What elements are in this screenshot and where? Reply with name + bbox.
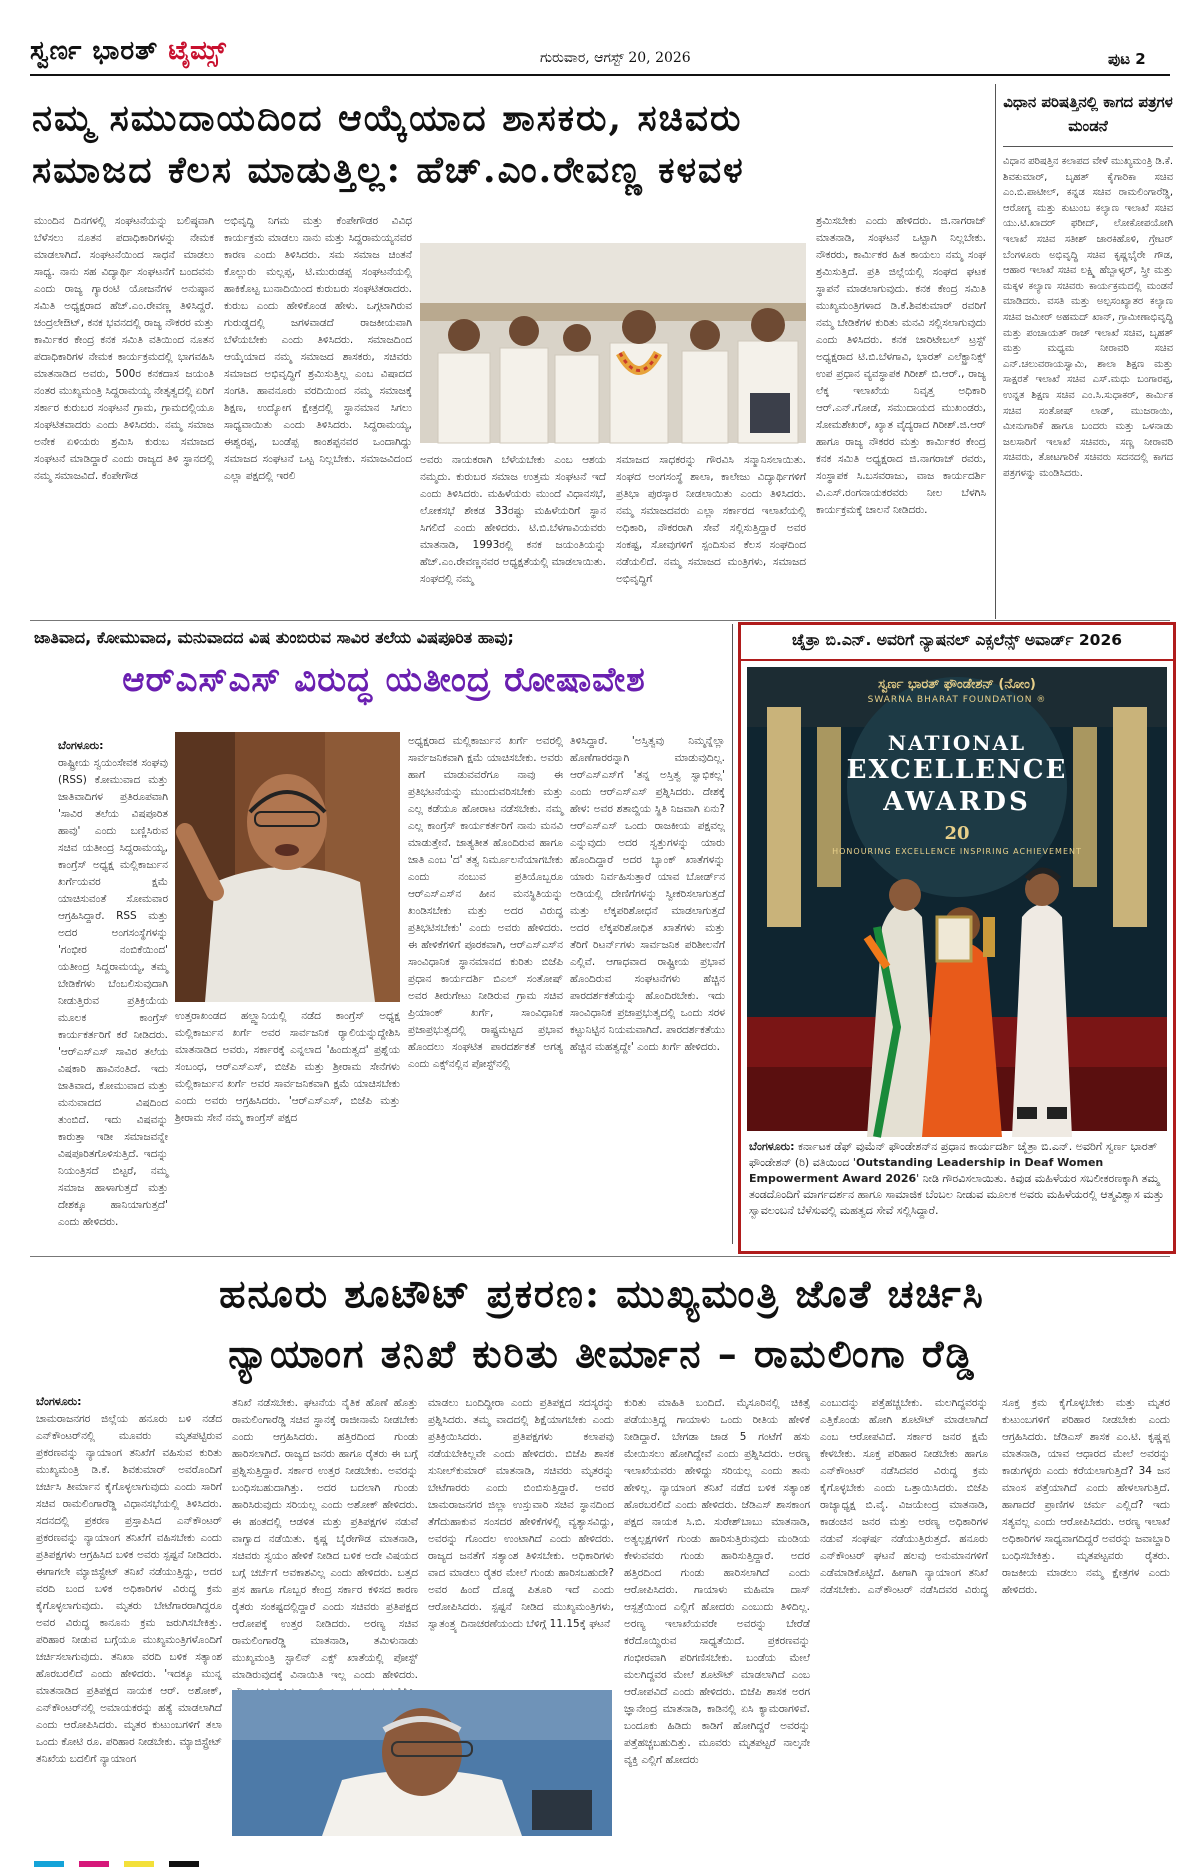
banner-year: 20	[944, 823, 970, 844]
story3-headline: ಹನೂರು ಶೂಟೌಟ್ ಪ್ರಕರಣ: ಮುಖ್ಯಮಂತ್ರಿ ಜೊತೆ ಚರ್ಚಿಸಿ ನ್ಯಾಯಾಂಗ ತನಿಖೆ ಕುರಿತು ತೀರ್ಮಾನ – ರಾಮಲಿಂಗಾ ರೆಡ್ಡಿ	[219, 1271, 985, 1376]
section-rule	[30, 1256, 1170, 1257]
story3-column-2: ತನಿಖೆ ನಡೆಸಬೇಕು. ಘಟನೆಯ ನೈತಿಕ ಹೊಣೆ ಹೊತ್ತು ರಾಮಲಿಂಗಾರೆಡ್ಡಿ ಸಚಿವ ಸ್ಥಾನಕ್ಕೆ ರಾಜೀನಾಮೆ ನೀಡಬೇಕು ಎಂದು ಆಗ್ರಹಿಸಿದರು. ಹತ್ತಿರದಿಂದ ಗುಂಡು ಹಾರಿಸಲಾಗಿದೆ. ರಾಜ್ಯದ ಜನರು ಹಾಗೂ ರೈತರು ಈ ಬಗ್ಗೆ ಪ್ರಶ್ನಿಸುತ್ತಿದ್ದಾರೆ. ಸರ್ಕಾರ ಉತ್ತರ ನೀಡಬೇಕು. ಅವರನ್ನು ಬಂಧಿಸಬಹುದಾಗಿತ್ತು. ಅದರ ಬದಲಾಗಿ ಗುಂಡು ಹಾರಿಸಿರುವುದು ಸರಿಯಲ್ಲ ಎಂದು ಅಶೋಕ್ ಹೇಳಿದರು. ಈ ಹಂತದಲ್ಲಿ ಆಡಳಿತ ಮತ್ತು ಪ್ರತಿಪಕ್ಷಗಳ ನಡುವೆ ವಾಗ್ವಾದ ನಡೆಯಿತು. ಕೃಷ್ಣ ಬೈರೇಗೌಡ ಮಾತನಾಡಿ, ಸಚಿವರು ಸ್ವಯಂ ಹೇಳಿಕೆ ನೀಡಿದ ಬಳಿಕ ಅದೇ ವಿಷಯದ ಬಗ್ಗೆ ಚರ್ಚೆಗೆ ಅವಕಾಶವಿಲ್ಲ ಎಂದು ಹೇಳಿದರು. ಬತ್ತದ ಪ್ರಸ ಹಾಗೂ ಗೊಬ್ಬರ ಕೇಂದ್ರ ಸರ್ಕಾರ ಕಳಿಸದ ಕಾರಣ ರೈತರು ಸಂಕಷ್ಟದಲ್ಲಿದ್ದಾರೆ ಎಂದು ಸಚಿವರು ಪ್ರತಿಪಕ್ಷದ ಆರೋಪಕ್ಕೆ ಉತ್ತರ ನೀಡಿದರು. ಅರಣ್ಯ ಸಚಿವ ರಾಮಲಿಂಗಾರೆಡ್ಡಿ ಮಾತನಾಡಿ, ತಮಿಳುನಾಡು ಮುಖ್ಯಮಂತ್ರಿ ಸ್ಟಾಲಿನ್ ಎಕ್ಸ್ ಖಾತೆಯಲ್ಲಿ ಪೋಸ್ಟ್ ಮಾಡಿರುವುದಕ್ಕೆ ವಿನಾಯಿತಿ ಇಲ್ಲ ಎಂದು ಹೇಳಿದರು.	[232, 1397, 418, 1681]
print-registration-marks	[34, 1852, 214, 1871]
story2-column-2: ಉತ್ತರಾಖಂಡದ ಹಲ್ದ್ವಾನಿಯಲ್ಲಿ ನಡೆದ ಕಾಂಗ್ರೆಸ್ ಅಧ್ಯಕ್ಷ ಮಲ್ಲಿಕಾರ್ಜುನ ಖರ್ಗೆ ಅವರ ಸಾರ್ವಜನಿಕ ರ‍್ಯಾಲಿಯನ್ನುದ್ದೇಶಿಸಿ ಮಾತನಾಡಿದ ಅವರು, ಸರ್ಕಾರಕ್ಕೆ ಎನ್ನಲಾದ 'ಹಿಂದುತ್ವದ' ಪ್ರಶ್ನೆಯ ಸಂಬಂಧ, ಆರ್‌ಎಸ್‌ಎಸ್, ಬಿಜೆಪಿ ಮತ್ತು ಶ್ರೀರಾಮ ಸೇನೆಗಳು ಮಲ್ಲಿಕಾರ್ಜುನ ಖರ್ಗೆ ಅವರ ಸಾರ್ವಜನಿಕವಾಗಿ ಕ್ಷಮೆ ಯಾಚಿಸಬೇಕು ಎಂದು ಅವರು ಆಗ್ರಹಿಸಿದರು. 'ಆರ್‌ಎಸ್‌ಎಸ್, ಬಿಜೆಪಿ ಮತ್ತು ಶ್ರೀರಾಮ ಸೇನೆ ನಮ್ಮ ಕಾಂಗ್ರೆಸ್ ಪಕ್ಷದ	[175, 1010, 400, 1124]
story1-column-5: ಶ್ರಮಿಸಬೇಕು ಎಂದು ಹೇಳಿದರು. ಜಿ.ನಾಗರಾಜ್ ಮಾತನಾಡಿ, ಸಂಘಟನೆ ಒಟ್ಟಾಗಿ ನಿಲ್ಲಬೇಕು. ನೌಕರರು, ಕಾರ್ಮಿಕರ ಹಿತ ಕಾಯಲು ನಮ್ಮ ಸಂಘ ಶ್ರಮಿಸುತ್ತಿದೆ. ಪ್ರತಿ ಜಿಲ್ಲೆಯಲ್ಲಿ ಸಂಘದ ಘಟಕ ಸ್ಥಾಪನೆ ಮಾಡಲಾಗುವುದು. ಕನಕ ಕೇಂದ್ರ ಸಮಿತಿ ಮುಖ್ಯಮಂತ್ರಿಗಳಾದ ಡಿ.ಕೆ.ಶಿವಕುಮಾರ್ ರವರಿಗೆ ನಮ್ಮ ಬೇಡಿಕೆಗಳ ಕುರಿತು ಮನವಿ ಸಲ್ಲಿಸಲಾಗುವುದು ಎಂದು ತಿಳಿಸಿದರು. ಕನಕ ಚಾರಿಟೇಬಲ್ ಟ್ರಸ್ಟ್ ಅಧ್ಯಕ್ಷರಾದ ಟಿ.ಬಿ.ಬೆಳಗಾವಿ, ಭಾರತ್ ಎಲೆಕ್ಟ್ರಾನಿಕ್ಸ್ ಉಪ ಪ್ರಧಾನ ವ್ಯವಸ್ಥಾಪಕ ಗಿರೀಶ್ ಬಿ.ಆರ್., ರಾಜ್ಯ ಲೆಕ್ಕ ಇಲಾಖೆಯ ನಿವೃತ್ತ ಅಧಿಕಾರಿ ಆರ್.ಎನ್.ಗೋಡೆ, ಸಮುದಾಯದ ಮುಖಂಡರು, ಸೋಮಶೇಖರ್, ಖ್ಯಾತ ವೈದ್ಯರಾದ ಗಿರೀಶ್.ಜಿ.ಆರ್ ಹಾಗೂ ರಾಜ್ಯ ನೌಕರರ ಮತ್ತು ಕಾರ್ಮಿಕರ ಕೇಂದ್ರ ಕನಕ ಸಮಿತಿ ಅಧ್ಯಕ್ಷರಾದ ಜಿ.ನಾಗರಾಜ್ ರವರು, ಸಂಸ್ಥಾಪಕ ಸಿ.ಬಸವರಾಜು, ವಾಜ ಕಾರ್ಯದರ್ಶಿ ವಿ.ಎಸ್.ರಂಗನಾಯಕರವರು ನೀಲ ಬೆಳಗಿಸಿ ಕಾರ್ಯಕ್ರಮಕ್ಕೆ ಚಾಲನೆ ನೀಡಿದರು.	[816, 215, 986, 516]
story2-headline: ಆರ್‌ಎಸ್‌ಎಸ್ ವಿರುದ್ಧ ಯತೀಂದ್ರ ರೋಷಾವೇಶ	[122, 660, 646, 700]
page-number: ಪುಟ 2	[1108, 50, 1146, 68]
award-caption-text-b: ' ನೀಡಿ ಗೌರವಿಸಲಾಯಿತು. ಕಿವುಡ ಮಹಿಳೆಯರ ಸಬಲೀಕರಣಕ್ಕಾಗಿ ತಮ್ಮ ತಂಡದೊಂದಿಗೆ ಮಾರ್ಗದರ್ಶನ ಹಾಗೂ ಸಾಮಾಜಿಕ ಬೆಂಬಲ ನೀಡುವ ಮೂಲಕ ಅವರು ಮಹಿಳೆಯರಲ್ಲಿ ಆತ್ಮವಿಶ್ವಾಸ ಮತ್ತು ಸ್ವಾವಲಂಬನೆ ಬೆಳೆಸುವಲ್ಲಿ ಮಹತ್ವದ ಸೇವೆ ಸಲ್ಲಿಸಿದ್ದಾರೆ.	[749, 1172, 1164, 1217]
story3-column-3: ಮಾಡಲು ಬಂದಿದ್ದೀರಾ ಎಂದು ಪ್ರತಿಪಕ್ಷದ ಸದಸ್ಯರನ್ನು ಪ್ರಶ್ನಿಸಿದರು. ತಮ್ಮ ವಾದದಲ್ಲಿ ಶಿಕ್ಷೆಯಾಗಬೇಕು ಎಂದು ಪ್ರತಿಕ್ರಿಯಿಸಿದರು. ಪ್ರತಿಪಕ್ಷಗಳು ಕಲಾಪವು ನಡೆಯಬೇಕಿಲ್ಲವೇ ಎಂದು ಹೇಳಿದರು. ಬಿಜೆಪಿ ಶಾಸಕ ಸುನೀಲ್‌ಕುಮಾರ್ ಮಾತನಾಡಿ, ಸಚಿವರು ಮೃತರನ್ನು ಬೇಟೆಗಾರರು ಎಂದು ಬಿಂಬಿಸುತ್ತಿದ್ದಾರೆ. ಅವರ ಚಾಮರಾಜನಗರ ಜಿಲ್ಲಾ ಉಸ್ತುವಾರಿ ಸಚಿವ ಸ್ಥಾನದಿಂದ ತೆಗೆದುಹಾಕುವ ಸಂಸದರ ಹೇಳಿಕೆಗಳಲ್ಲಿ ವ್ಯತ್ಯಾಸವಿದ್ದು, ಅವರನ್ನು ಗೊಂದಲ ಉಂಟಾಗಿದೆ ಎಂದು ಹೇಳಿದರು. ರಾಜ್ಯದ ಜನತೆಗೆ ಸತ್ಯಾಂಶ ತಿಳಿಸಬೇಕು. ಅಧಿಕಾರಿಗಳು ವಾದ ಮಾಡಲು ರೈತರ ಮೇಲೆ ಗುಂಡು ಹಾರಿಸಬಹುದೇ? ಅವರ ಹಿಂದೆ ದೊಡ್ಡ ಪಿತೂರಿ ಇದೆ ಎಂದು ಆರೋಪಿಸಿದರು. ಸ್ಪಷ್ಟನೆ ನೀಡಿದ ಮುಖ್ಯಮಂತ್ರಿಗಳು, ಸ್ವಾತಂತ್ರ್ಯ ದಿನಾಚರಣೆಯಂದು ಬೆಳಿಗ್ಗೆ 11.15ಕ್ಕೆ ಘಟನೆ	[428, 1397, 614, 1630]
story2-kicker: ಜಾತಿವಾದ, ಕೋಮುವಾದ, ಮನುವಾದದ ವಿಷ ತುಂಬಿರುವ ಸಾವಿರ ತಲೆಯ ವಿಷಪೂರಿತ ಹಾವು;	[34, 628, 514, 647]
newspaper-logo: ಸ್ವರ್ಣ ಭಾರತ್ ಟೈಮ್ಸ್	[30, 36, 227, 66]
magenta-swatch	[79, 1861, 109, 1867]
banner-title-awards: AWARDS	[883, 787, 1031, 817]
award-caption-dateline: ಬೆಂಗಳೂರು:	[749, 1140, 795, 1153]
section-rule	[30, 620, 1170, 621]
award-caption	[749, 1139, 1165, 1245]
yathindra-photo	[175, 732, 400, 1002]
column-divider	[732, 624, 733, 1244]
story2-column-1: ರಾಷ್ಟ್ರೀಯ ಸ್ವಯಂಸೇವಕ ಸಂಘವು (RSS) ಕೋಮುವಾದ ಮತ್ತು ಜಾತಿವಾದಿಗಳ ಪ್ರತಿರೂಪವಾಗಿ 'ಸಾವಿರ ತಲೆಯ ವಿಷಪೂರಿತ ಹಾವು' ಎಂದು ಬಣ್ಣಿಸಿರುವ ಸಚಿವ ಯತೀಂದ್ರ ಸಿದ್ದರಾಮಯ್ಯ, ಕಾಂಗ್ರೆಸ್ ಅಧ್ಯಕ್ಷ ಮಲ್ಲಿಕಾರ್ಜುನ ಖರ್ಗೆಯವರ ಕ್ಷಮೆ ಯಾಚಿಸುವಂತೆ ಸೋಮವಾರ ಆಗ್ರಹಿಸಿದ್ದಾರೆ. RSS ಮತ್ತು ಅದರ ಅಂಗಸಂಸ್ಥೆಗಳನ್ನು 'ಗಂಭೀರ ನಂಬಿಕೆಯಿಂದ' ಯತೀಂದ್ರ ಸಿದ್ದರಾಮಯ್ಯ, ತಮ್ಮ ಬೇಡಿಕೆಗಳು ಬೆಂಬಲಿಸುವುದಾಗಿ ನೀಡುತ್ತಿರುವ ಪ್ರತಿಕ್ರಿಯೆಯ ಮೂಲಕ ಕಾಂಗ್ರೆಸ್ ಕಾರ್ಯಕರ್ತರಿಗೆ ಕರೆ ನೀಡಿದರು. 'ಆರ್‌ಎಸ್‌ಎಸ್ ಸಾವಿರ ತಲೆಯ ವಿಷಕಾರಿ ಹಾವಿನಂತಿದೆ. ಇದು ಜಾತಿವಾದ, ಕೋಮುವಾದ ಮತ್ತು ಮನುವಾದದ ವಿಷದಿಂದ ತುಂಬಿದೆ. ಇದು ವಿಷವನ್ನು ಕಾರುತ್ತಾ ಇಡೀ ಸಮಾಜವನ್ನೇ ವಿಷಪೂರಿತಗೊಳಿಸುತ್ತಿದೆ. ಇದನ್ನು ನಿಯಂತ್ರಿಸದೆ ಬಿಟ್ಟರೆ, ನಮ್ಮ ಸಮಾಜ ಹಾಳಾಗುತ್ತದೆ ಮತ್ತು ದೇಶಕ್ಕೂ ಹಾನಿಯಾಗುತ್ತದೆ' ಎಂದು ಹೇಳಿದರು.	[58, 757, 168, 1228]
issue-date: ಗುರುವಾರ, ಆಗಸ್ಟ್ 20, 2026	[540, 50, 691, 66]
story3-dateline: ಬೆಂಗಳೂರು:	[36, 1395, 82, 1408]
sidebar-body: ವಿಧಾನ ಪರಿಷತ್ತಿನ ಕಲಾಪದ ವೇಳೆ ಮುಖ್ಯಮಂತ್ರಿ ಡಿ.ಕೆ. ಶಿವಕುಮಾರ್, ಬೃಹತ್ ಕೈಗಾರಿಕಾ ಸಚಿವ ಎಂ.ಬಿ.ಪಾಟೀಲ್, ಕನ್ನಡ ಸಚಿವ ರಾಮಲಿಂಗಾರೆಡ್ಡಿ, ಆರೋಗ್ಯ ಮತ್ತು ಕುಟುಂಬ ಕಲ್ಯಾಣ ಇಲಾಖೆ ಸಚಿವ ಯು.ಟಿ.ಖಾದರ್ ಫರೀದ್, ಲೋಕೋಪಯೋಗಿ ಇಲಾಖೆ ಸಚಿವ ಸತೀಶ್ ಜಾರಕಿಹೊಳಿ, ಗ್ರೇಟರ್ ಬೆಂಗಳೂರು ಅಭಿವೃದ್ಧಿ ಸಚಿವ ಕೃಷ್ಣಭೈರೇ ಗೌಡ, ಆಹಾರ ಇಲಾಖೆ ಸಚಿವ ಲಕ್ಷ್ಮಿ ಹೆಬ್ಬಾಳ್ಕರ್, ಸ್ತ್ರೀ ಮತ್ತು ಮಕ್ಕಳ ಕಲ್ಯಾಣ ಸಚಿವರು ಕಾರ್ಯಕ್ರಮದಲ್ಲಿ ಮಂಡನೆ ಮಾಡಿದರು. ವಸತಿ ಮತ್ತು ಅಲ್ಪಸಂಖ್ಯಾತರ ಕಲ್ಯಾಣ ಸಚಿವ ಜಮೀರ್ ಅಹಮದ್ ಖಾನ್, ಗ್ರಾಮೀಣಾಭಿವೃದ್ಧಿ ಮತ್ತು ಪಂಚಾಯತ್ ರಾಜ್ ಇಲಾಖೆ ಸಚಿವ, ಬೃಹತ್ ಮತ್ತು ಮಧ್ಯಮ ನೀರಾವರಿ ಸಚಿವ ಎನ್.ಚಲುವರಾಯಸ್ವಾಮಿ, ಶಾಲಾ ಶಿಕ್ಷಣ ಮತ್ತು ಸಾಕ್ಷರತೆ ಇಲಾಖೆ ಸಚಿವ ಎಸ್.ಮಧು ಬಂಗಾರಪ್ಪ, ಉನ್ನತ ಶಿಕ್ಷಣ ಸಚಿವ ಎಂ.ಸಿ.ಸುಧಾಕರ್, ಕಾರ್ಮಿಕ ಸಚಿವ ಸಂತೋಷ್ ಲಾಡ್, ಮುಜರಾಯಿ, ಮೀನುಗಾರಿಕೆ ಹಾಗೂ ಬಂದರು ಮತ್ತು ಒಳನಾಡು ಜಲಸಾರಿಗೆ ಇಲಾಖೆ ಸಚಿವರು, ಸಣ್ಣ ನೀರಾವರಿ ಸಚಿವರು, ತೋಟಗಾರಿಕೆ ಸಚಿವರು ಸದನದಲ್ಲಿ ಕಾಗದ ಪತ್ರಗಳನ್ನು ಮಂಡಿಸಿದರು.	[1003, 156, 1173, 479]
story2-dateline: ಬೆಂಗಳೂರು:	[58, 739, 104, 752]
story3-column-1: ಚಾಮರಾಜನಗರ ಜಿಲ್ಲೆಯ ಹನೂರು ಬಳಿ ನಡೆದ ಎನ್‌ಕೌಂಟರ್‌ನಲ್ಲಿ ಮೂವರು ಮೃತಪಟ್ಟಿರುವ ಪ್ರಕರಣವನ್ನು ನ್ಯಾಯಾಂಗ ತನಿಖೆಗೆ ವಹಿಸುವ ಕುರಿತು ಮುಖ್ಯಮಂತ್ರಿ ಡಿ.ಕೆ. ಶಿವಕುಮಾರ್ ಅವರೊಂದಿಗೆ ಚರ್ಚಿಸಿ ತೀರ್ಮಾನ ಕೈಗೊಳ್ಳಲಾಗುವುದು ಎಂದು ಸಾರಿಗೆ ಸಚಿವ ರಾಮಲಿಂಗಾರೆಡ್ಡಿ ವಿಧಾನಸಭೆಯಲ್ಲಿ ತಿಳಿಸಿದರು. ಸದನದಲ್ಲಿ ಪ್ರಕರಣ ಪ್ರಸ್ತಾಪಿಸಿದ ಎನ್‌ಕೌಂಟರ್ ಪ್ರಕರಣವನ್ನು ನ್ಯಾಯಾಂಗ ತನಿಖೆಗೆ ವಹಿಸಬೇಕು ಎಂದು ಪ್ರತಿಪಕ್ಷಗಳು ಆಗ್ರಹಿಸಿದ ಬಳಿಕ ಅವರು ಸ್ಪಷ್ಟನೆ ನೀಡಿದರು. ಈಗಾಗಲೇ ಮ್ಯಾಜಿಸ್ಟ್ರೇಟ್ ತನಿಖೆ ನಡೆಯುತ್ತಿದ್ದು, ಅದರ ವರದಿ ಬಂದ ಬಳಿಕ ಅಧಿಕಾರಿಗಳ ವಿರುದ್ಧ ಕ್ರಮ ಕೈಗೊಳ್ಳಲಾಗುವುದು. ಮೃತರು ಬೇಟೆಗಾರರಾಗಿದ್ದರೂ ಅವರ ವಿರುದ್ಧ ಕಾನೂನು ಕ್ರಮ ಜರುಗಿಸಬೇಕಿತ್ತು. ಪರಿಹಾರ ನೀಡುವ ಬಗ್ಗೆಯೂ ಮುಖ್ಯಮಂತ್ರಿಗಳೊಂದಿಗೆ ಚರ್ಚಿಸಲಾಗುವುದು. ತನಿಖಾ ವರದಿ ಬಳಿಕ ಸತ್ಯಾಂಶ ಹೊರಬರಲಿದೆ ಎಂದು ಹೇಳಿದರು. 'ಇದಕ್ಕೂ ಮುನ್ನ ಮಾತನಾಡಿದ ಪ್ರತಿಪಕ್ಷದ ನಾಯಕ ಆರ್. ಅಶೋಕ್, ಎನ್‌ಕೌಂಟರ್‌ನಲ್ಲಿ ಅಮಾಯಕರನ್ನು ಹತ್ಯೆ ಮಾಡಲಾಗಿದೆ ಎಂದು ಆರೋಪಿಸಿದರು. ಮೃತರ ಕುಟುಂಬಗಳಿಗೆ ತಲಾ ಒಂದು ಕೋಟಿ ರೂ. ಪರಿಹಾರ ನೀಡಬೇಕು. ಮ್ಯಾಜಿಸ್ಟ್ರೇಟ್ ತನಿಖೆಯ ಬದಲಿಗೆ ನ್ಯಾಯಾಂಗ	[36, 1413, 222, 1765]
story1-photo	[420, 243, 806, 443]
award-headline: ಚೈತ್ರಾ ಬಿ.ಎನ್. ಅವರಿಗೆ ನ್ಯಾಷನಲ್ ಎಕ್ಸಲೆನ್ಸ್ ಅವಾರ್ಡ್ 2026	[791, 631, 1123, 649]
sidebar-headline: ವಿಧಾನ ಪರಿಷತ್ತಿನಲ್ಲಿ ಕಾಗದ ಪತ್ರಗಳ ಮಂಡನೆ	[1003, 93, 1173, 135]
column-divider	[995, 84, 996, 619]
story1-column-4: ಸಮಾಜದ ಸಾಧಕರನ್ನು ಗೌರವಿಸಿ ಸನ್ಮಾನಿಸಲಾಯಿತು. ಸಂಘದ ಅಂಗಸಂಸ್ಥೆ ಶಾಲಾ, ಕಾಲೇಜು ವಿದ್ಯಾರ್ಥಿಗಳಿಗೆ ಪ್ರತಿಭಾ ಪುರಸ್ಕಾರ ನೀಡಲಾಯಿತು ಎಂದು ತಿಳಿಸಿದರು. ನಮ್ಮ ಸಮಾಜದವರು ಎಲ್ಲಾ ಸರ್ಕಾರದ ಇಲಾಖೆಯಲ್ಲಿ ಅಧಿಕಾರಿ, ನೌಕರರಾಗಿ ಸೇವೆ ಸಲ್ಲಿಸುತ್ತಿದ್ದಾರೆ ಅವರ ಸಂಕಷ್ಟ, ಸೋವುಗಳಿಗೆ ಸ್ಪಂದಿಸುವ ಕೆಲಸ ಸಂಘದಿಂದ ನಡೆಯಲಿದೆ. ನಮ್ಮ ಸಮಾಜದ ಮಂತ್ರಿಗಳು, ಸಮಾಜದ ಅಭಿವೃದ್ಧಿಗೆ	[616, 454, 806, 585]
sidebar-rule	[1003, 146, 1173, 147]
award-photo	[747, 667, 1167, 1131]
foundation-name-kn: ಸ್ವರ್ಣ ಭಾರತ್ ಫೌಂಡೇಶನ್ (ನೋಂ)	[878, 677, 1036, 692]
yellow-swatch	[124, 1861, 154, 1867]
black-swatch	[169, 1861, 199, 1867]
ramalinga-reddy-photo	[232, 1690, 612, 1836]
award-rule	[741, 659, 1173, 661]
banner-tagline: HONOURING EXCELLENCE INSPIRING ACHIEVEMENT	[832, 847, 1082, 856]
cyan-swatch	[34, 1861, 64, 1867]
story3-column-5: ಎಂಬುದನ್ನು ಪತ್ತೆಹಚ್ಚಬೇಕು. ಮಲಗಿದ್ದವರನ್ನು ಎತ್ತಿಕೊಂಡು ಹೋಗಿ ಶೂಟೌಟ್ ಮಾಡಲಾಗಿದೆ ಎಂಬ ಆರೋಪವಿದೆ. ಸರ್ಕಾರ ಜನರ ಕ್ಷಮೆ ಕೇಳಬೇಕು. ಸೂಕ್ತ ಪರಿಹಾರ ನೀಡಬೇಕು ಹಾಗೂ ಎನ್‌ಕೌಂಟರ್ ನಡೆಸಿದವರ ವಿರುದ್ಧ ಕ್ರಮ ಕೈಗೊಳ್ಳಬೇಕು ಎಂದು ಒತ್ತಾಯಿಸಿದರು. ಬಿಜೆಪಿ ರಾಜ್ಯಾಧ್ಯಕ್ಷ ಬಿ.ವೈ. ವಿಜಯೇಂದ್ರ ಮಾತನಾಡಿ, ಕಾಡಂಚಿನ ಜನರ ಮತ್ತು ಅರಣ್ಯ ಅಧಿಕಾರಿಗಳ ನಡುವೆ ಸಂಘರ್ಷ ನಡೆಯುತ್ತಿರುತ್ತದೆ. ಹನೂರು ಎನ್‌ಕೌಂಟರ್ ಘಟನೆ ಹಲವು ಅನುಮಾನಗಳಿಗೆ ಎಡೆಮಾಡಿಕೊಟ್ಟಿದೆ. ಹೀಗಾಗಿ ನ್ಯಾಯಾಂಗ ತನಿಖೆ ನಡೆಸಬೇಕು. ಎನ್‌ಕೌಂಟರ್ ನಡೆಸಿದವರ ವಿರುದ್ಧ ಸೂಕ್ತ ಕ್ರಮ ಕೈಗೊಳ್ಳಬೇಕು ಮತ್ತು ಮೃತರ ಕುಟುಂಬಗಳಿಗೆ ಪರಿಹಾರ ನೀಡಬೇಕು ಎಂದು ಆಗ್ರಹಿಸಿದರು. ಜೆಡಿಎಸ್ ಶಾಸಕ ಎಂ.ಟಿ. ಕೃಷ್ಣಪ್ಪ ಮಾತನಾಡಿ, ಯಾವ ಆಧಾರದ ಮೇಲೆ ಅವರನ್ನು ಕಾಡುಗಳ್ಳರು ಎಂದು ಕರೆಯಲಾಗುತ್ತಿದೆ? 34 ಜನ ಮಾಂಸ ಪತ್ತೆಯಾಗಿದೆ ಎಂದು ಹೇಳಲಾಗುತ್ತಿದೆ. ಹಾಗಾದರೆ ಪ್ರಾಣಿಗಳ ಚರ್ಮ ಎಲ್ಲಿದೆ? ಇದು ಸತ್ಯವಲ್ಲ ಎಂದು ಆರೋಪಿಸಿದರು. ಅರಣ್ಯ ಇಲಾಖೆ ಅಧಿಕಾರಿಗಳ ಸಾಧ್ಯವಾಗದಿದ್ದರೆ ಅವರನ್ನು ಜವಾಬ್ದಾರಿ ಬಂಧಿಸಬೇಕಿತ್ತು. ಮೃತಪಟ್ಟವರು ರೈತರು. ರಾಜಕೀಯ ಮಾಡಲು ನಮ್ಮ ಕ್ಷೇತ್ರಗಳ ಎಂದು ಹೇಳಿದರು.	[820, 1397, 1170, 1596]
story1-column-2: ಅಭಿವೃದ್ಧಿ ನಿಗಮ ಮತ್ತು ಕೆಂಪೇಗೌಡರ ವಿವಿಧ ಕಾರ್ಯಕ್ರಮ ಮಾಡಲು ನಾನು ಮತ್ತು ಸಿದ್ದರಾಮಯ್ಯನವರ ಕಾರಣ ಎಂದು ತಿಳಿಸಿದರು. ಸಮ ಸಮಾಜ ಚಿಂತನೆ ಕೊಲ್ಲುರು ಮಲ್ಲಪ್ಪ, ಟಿ.ಮುರುಡಪ್ಪ ಸಂಘಟನೆಯಲ್ಲಿ ಹಾಕಿಕೊಟ್ಟ ಬುನಾದಿಯಿಂದ ಕುರುಬರು ಸಂಘಟಿತರಾದರು. ಕುರುಬ ಎಂದು ಹೇಳಿಕೊಂಡ ಹೇಳು. ಒಗ್ಗಟಾಗಿರುವ ಗುರುಡ್ಡದಲ್ಲಿ ಜಗಳವಾಡದೆ ರಾಜಕೀಯವಾಗಿ ಬೆಳೆಯಬೇಕು ಎಂದು ತಿಳಿಸಿದರು. ಸಮಾಜದಿಂದ ಆಯ್ಕೆಯಾದ ನಮ್ಮ ಸಮಾಜದ ಶಾಸಕರು, ಸಚಿವರು ಸಮಾಜದ ಅಭಿವೃದ್ಧಿಗೆ ಶ್ರಮಿಸುತ್ತಿಲ್ಲ ಎಂಬ ವಿಷಾದದ ಸಂಗತಿ. ಹಾವನೂರು ವರದಿಯಿಂದ ನಮ್ಮ ಸಮಾಜಕ್ಕೆ ಶಿಕ್ಷಣ, ಉದ್ಯೋಗ ಕ್ಷೇತ್ರದಲ್ಲಿ ಸ್ಥಾನಮಾನ ಸಿಗಲು ಸಾಧ್ಯವಾಯಿತು ಎಂದು ತಿಳಿಸಿದರು. ಸಿದ್ದರಾಮಯ್ಯ, ಈಶ್ವರಪ್ಪ, ಬಂಡೆಪ್ಪ ಕಾಂಶಪ್ಪನವರ ಒಂದಾಗಿದ್ದು ಸಮಾಜದ ಸಂಘಟನೆ ಒಟ್ಟ ನಿಲ್ಲಬೇಕು. ಸಮಾಜವಿದಂದ ಎಲ್ಲಾ ಪಕ್ಷದಲ್ಲಿ ಇರಲಿ	[224, 215, 412, 482]
story3-column-4: ಕುರಿತು ಮಾಹಿತಿ ಬಂದಿದೆ. ಮೈಸೂರಿನಲ್ಲಿ ಚಿಕಿತ್ಸೆ ಪಡೆಯುತ್ತಿದ್ದ ಗಾಯಾಳು ಒಂದು ರೀತಿಯ ಹೇಳಿಕೆ ನೀಡಿದ್ದಾರೆ. ಬೇಗಡಾ ಜಾಡ 5 ಗಂಟೆಗೆ ಹಸು ಮೇಯಿಸಲು ಹೋಗಿದ್ದೇವೆ ಎಂದು ಪ್ರಶ್ನಿಸಿದರು. ಅರಣ್ಯ ಇಲಾಖೆಯವರು ಹೇಳಿದ್ದು ಸರಿಯಲ್ಲ ಎಂದು ತಾನು ಹೇಳಿಲ್ಲ. ನ್ಯಾಯಾಂಗ ತನಿಖೆ ನಡೆದ ಬಳಿಕ ಸತ್ಯಾಂಶ ಹೊರಬರಲಿದೆ ಎಂದು ಹೇಳಿದರು. ಜೆಡಿಎಸ್ ಶಾಸಕಾಂಗ ಪಕ್ಷದ ನಾಯಕ ಸಿ.ಬಿ. ಸುರೇಶ್‌ಬಾಬು ಮಾತನಾಡಿ, ಅತ್ಯಲ್ಪಕ್ಷಗಳಿಗೆ ಗುಂಡು ಹಾರಿಸುತ್ತಿರುವುದು ಮಂಡಿಯ ಕೇಳುವವರು ಗುಂಡು ಹಾರಿಸುತ್ತಿದ್ದಾರೆ. ಅದರ ಹತ್ತಿರದಿಂದ ಗುಂಡು ಹಾರಿಸಲಾಗಿದೆ ಎಂದು ಆರೋಪಿಸಿದರು. ಗಾಯಾಳು ಮಹಿಮಾ ದಾಸ್ ಆಸ್ಪತ್ರೆಯಿಂದ ಎಲ್ಲಿಗೆ ಹೋದರು ಎಂಬುದು ತಿಳಿದಿಲ್ಲ. ಅರಣ್ಯ ಇಲಾಖೆಯವರೇ ಅವರನ್ನು ಬೇರೆಡೆ ಕರೆದೊಯ್ದಿರುವ ಸಾಧ್ಯತೆಯಿದೆ. ಪ್ರಕರಣವನ್ನು ಗಂಭೀರವಾಗಿ ಪರಿಗಣಿಸಬೇಕು. ಬಂಡೆಯ ಮೇಲೆ ಮಲಗಿದ್ದವರ ಮೇಲೆ ಶೂಟೌಟ್ ಮಾಡಲಾಗಿದೆ ಎಂಬ ಆರೋಪವಿದೆ ಎಂದು ಹೇಳಿದರು. ಬಿಜೆಪಿ ಶಾಸಕ ಅರಗ ಜ್ಞಾನೇಂದ್ರ ಮಾತನಾಡಿ, ಕಾಡಿನಲ್ಲಿ ಏಸಿ ಕ್ಯಾಮರಾಗಳಿವೆ. ಬಂದೂಕು ಹಿಡಿದು ಕಾಡಿಗೆ ಹೋಗಿದ್ದರೆ ಅವರನ್ನು ಪತ್ತೆಹಚ್ಚಬಹುದಿತ್ತು. ಮೂವರು ಮೃತಪಟ್ಟರೆ ನಾಲ್ಕನೇ ವ್ಯಕ್ತಿ ಎಲ್ಲಿಗೆ ಹೋದರು	[624, 1397, 810, 1766]
award-title: Outstanding Leadership in Deaf Women Empowerment Award 2026	[749, 1156, 1104, 1185]
foundation-name-en: SWARNA BHARAT FOUNDATION ®	[867, 695, 1047, 705]
story1-column-1: ಮುಂದಿನ ದಿನಗಳಲ್ಲಿ ಸಂಘಟನೆಯನ್ನು ಬಲಿಷ್ಠವಾಗಿ ಬೆಳೆಸಲು ನೂತನ ಪದಾಧಿಕಾರಿಗಳನ್ನು ನೇಮಕ ಮಾಡಲಾಗಿದೆ. ಸಂಘಟನೆಯಿಂದ ಸಾಧನೆ ಮಾಡಲು ಸಾಧ್ಯ. ನಾನು ಸಹ ವಿದ್ಯಾರ್ಥಿ ಸಂಘಟನೆಗೆ ಬಂದವನು ಎಂದು ರಾಜ್ಯ ಗ್ಯಾರಂಟಿ ಯೋಜನೆಗಳ ಅನುಷ್ಠಾನ ಸಮಿತಿ ಅಧ್ಯಕ್ಷರಾದ ಹೆಚ್.ಎಂ.ರೇವಣ್ಣ ತಿಳಿಸಿದ್ದರೆ. ಚಂದ್ರಲೇಔಟ್, ಕನಕ ಭವನದಲ್ಲಿ ರಾಜ್ಯ ನೌಕರರ ಮತ್ತು ಕಾರ್ಮಿಕರ ಕೇಂದ್ರ ಕನಕ ಸಮಿತಿ ವತಿಯಿಂದ ನೂತನ ಪದಾಧಿಕಾರಿಗಳ ನೇಮಕ ಕಾರ್ಯಕ್ರಮದಲ್ಲಿ ಭಾಗವಹಿಸಿ ಮಾತನಾಡಿದ ಅವರು, 500ರ ಕನಕದಾಸ ಜಯಂತಿ ನಂತರ ಮುಖ್ಯಮಂತ್ರಿ ಸಿದ್ದರಾಮಯ್ಯ ನೇತೃತ್ವದಲ್ಲಿ ಏರಿಗೆ ಸರ್ಕಾರ ಕುರುಬರ ಸಂಘಟನೆ ಗ್ರಾಮ, ಗ್ರಾಮದಲ್ಲಿಯೂ ಸಂಘಟಿತವಾದರು ಎಂದು ತಿಳಿಸಿದರು. ನಮ್ಮ ಸಮಾಜ ಅನೇಕ ಏಳಿಯರು ಶ್ರಮಿಸಿ ಕುರುಬ ಸಮಾಜದ ಸಂಘಟನೆ ಮಾಡಿದ್ದಾರೆ ಎಂದು ರಾಜ್ಯದ ತಿಳಿ ಸ್ಥಾನದಲ್ಲಿ ನಮ್ಮ ಸಮಾಜವಿದೆ. ಕೆಂಪೇಗೌಡ	[34, 215, 214, 482]
award-box	[738, 622, 1176, 1254]
masthead-rule	[30, 74, 1170, 76]
banner-title-excellence: EXCELLENCE	[846, 755, 1068, 785]
story2-column-4: ತಿಳಿಸಿದ್ದಾರೆ. 'ಅಸ್ತಿತ್ವವು ನಿಮ್ಮನ್ನೆಲ್ಲಾ ಹೊಣೆಗಾರರನ್ನಾಗಿ ಮಾಡುವುದಿಲ್ಲ. ಆರ್‌ಎಸ್‌ಎಸ್‌ಗೆ 'ತನ್ನ ಅಸ್ತಿತ್ವ ಸ್ವಾಭಿಕಲ್ಲ' ಎಂದು ಆರ್‌ಎಸ್‌ಎಸ್ ಪ್ರಶ್ನಿಸಿದರು. ದೇಶಕ್ಕೆ ಹೇಳ: ಅವರ ಶತಾಬ್ದಿಯ ಸ್ಥಿತಿ ನಿಜವಾಗಿ ಏನು? ಆರ್‌ಎಸ್‌ಎಸ್ ಒಂದು ರಾಜಕೀಯ ಪಕ್ಷವಲ್ಲ ಎನ್ನುವುದು ಅದರ ಸ್ವತ್ತುಗಳನ್ನು ಯಾರು ಹೊಂದಿದ್ದಾರೆ ಅದರ ಬ್ಯಾಂಕ್ ಖಾತೆಗಳನ್ನು ಯಾರು ನಿರ್ವಹಿಸುತ್ತಾರೆ ಯಾವ ಬೋರ್ಡ್‌ನ ಅಡಿಯಲ್ಲಿ ದೇಣಿಗೆಗಳನ್ನು ಸ್ವೀಕರಿಸಲಾಗುತ್ತದೆ ಮತ್ತು ಲೆಕ್ಕಪರಿಶೋಧನೆ ಮಾಡಲಾಗುತ್ತದೆ ಅದರ ಲೆಕ್ಕಪರಿಶೋಧಿತ ಖಾತೆಗಳು ಮತ್ತು ತೆರಿಗೆ ರಿಟರ್ನ್‌ಗಳು ಸಾರ್ವಜನಿಕ ಪರಿಶೀಲನೆಗೆ ಎಲ್ಲಿವೆ. ಆಗಾಧವಾದ ರಾಷ್ಟ್ರೀಯ ಪ್ರಭಾವ ಹೊಂದಿರುವ ಸಂಘಟನೆಗಳು ಹೆಚ್ಚಿನ ಪಾರದರ್ಶಕತೆಯನ್ನು ಹೊಂದಿರಬೇಕು. ಇದು ಸಾಂವಿಧಾನಿಕ ಪ್ರಜಾಪ್ರಭುತ್ವದಲ್ಲಿ ಒಂದು ಸರಳ ಕಟ್ಟುನಿಟ್ಟಿನ ನಿಯಮವಾಗಿದೆ. ಪಾರದರ್ಶಕತೆಯು ಹೆಚ್ಚಿನ ಮಹತ್ವದ್ದೇ' ಎಂದು ಖರ್ಗೆ ಹೇಳಿದರು.	[570, 735, 725, 1053]
award-caption-text-a: ಕರ್ನಾಟಕ ಡೆಫ್ ವುಮೆನ್ ಫೌಂಡೇಶನ್‌ನ ಪ್ರಧಾನ ಕಾರ್ಯದರ್ಶಿ ಚೈತ್ರಾ ಬಿ.ಎನ್. ಅವರಿಗೆ ಸ್ವರ್ಣ ಭಾರತ್ ಫೌಂಡೇಶನ್ (ರಿ) ವತಿಯಿಂದ '	[749, 1140, 1158, 1169]
banner-title-national: NATIONAL	[887, 731, 1027, 755]
story2-column-3: ಅಧ್ಯಕ್ಷರಾದ ಮಲ್ಲಿಕಾರ್ಜುನ ಖರ್ಗೆ ಅವರಲ್ಲಿ ಸಾರ್ವಜನಿಕವಾಗಿ ಕ್ಷಮೆ ಯಾಚಿಸಬೇಕು. ಅವರು ಹಾಗೆ ಮಾಡುವವರೆಗೂ ನಾವು ಈ ಪ್ರತಿಭಟನೆಯನ್ನು ಮುಂದುವರಿಸಬೇಕು ಮತ್ತು ಎಲ್ಲ ಕಡೆಯೂ ಹೋರಾಟ ನಡೆಸಬೇಕು. ನಮ್ಮ ಎಲ್ಲ ಕಾಂಗ್ರೆಸ್ ಕಾರ್ಯಕರ್ತರಿಗೆ ನಾನು ಮನವಿ ಮಾಡುತ್ತೇನೆ. ಜಾತ್ಯತೀತ ಹೊಂದಿರುವ ಹಾಗೂ ಜಾತಿ ಎಂಬ 'ದ' ತತ್ವ ನಿರ್ಮೂಲನೆಯಾಗಬೇಕು ಎಂದು ನಂಬುವ ಪ್ರತಿಯೊಬ್ಬರೂ ಆರ್‌ಎಸ್‌ಎಸ್‌ನ ಹೀನ ಮನಸ್ಥಿತಿಯನ್ನು ಖಂಡಿಸಬೇಕು ಮತ್ತು ಅದರ ವಿರುದ್ಧ ಪ್ರತಿಭಟಿಸಬೇಕು' ಎಂದು ಅವರು ಹೇಳಿದರು. ಈ ಹೇಳಿಕೆಗಳಿಗೆ ಪೂರಕವಾಗಿ, ಆರ್‌ಎಸ್‌ಎಸ್‌ನ ಸಾಂವಿಧಾನಿಕ ಸ್ಥಾನಮಾನದ ಕುರಿತು ಬಿಜೆಪಿ ಪ್ರಧಾನ ಕಾರ್ಯದರ್ಶಿ ಬಿಎಲ್ ಸಂತೋಷ್ ಅವರ ತೀರುಗೇಟು ನೀಡಿರುವ ಗ್ರಾಮ ಸಚಿವ ಪ್ರಿಯಾಂಕ್ ಖರ್ಗೆ, ಸಾಂವಿಧಾನಿಕ ಪ್ರಜಾಪ್ರಭುತ್ವದಲ್ಲಿ ರಾಷ್ಟ್ರಮಟ್ಟದ ಪ್ರಭಾವ ಹೊಂದಲು ಸಂಘಟಿತ ಪಾರದರ್ಶಕತೆ ಅಗತ್ಯ ಎಂದು ಎಕ್ಸ್‌ನಲ್ಲಿನ ಪೋಸ್ಟ್‌ನಲ್ಲಿ	[408, 735, 563, 1070]
masthead	[0, 0, 1200, 80]
story1-column-3: ಅವರು ನಾಯಕರಾಗಿ ಬೆಳೆಯಬೇಕು ಎಂಬ ಆಶಯ ನಮ್ಮದು. ಕುರುಬರ ಸಮಾಜ ಉತ್ತಮ ಸಂಘಟನೆ ಇದೆ ಎಂದು ತಿಳಿಸಿದರು. ಮಹಿಳೆಯರು ಮುಂದೆ ವಿಧಾನಸಭೆ, ಲೋಕಸಭೆ ಶೇಕಡ 33ರಷ್ಟು ಮಹಿಳೆಯರಿಗೆ ಸ್ಥಾನ ಸಿಗಲಿದೆ ಎಂದು ಹೇಳಿದರು. ಟಿ.ಬಿ.ಬೆಳಗಾವಿಯವರು ಮಾತನಾಡಿ, 1993ರಲ್ಲಿ ಕನಕ ಜಯಂತಿಯನ್ನು ಹೆಚ್.ಎಂ.ರೇವಣ್ಣನವರ ಅಧ್ಯಕ್ಷತೆಯಲ್ಲಿ ಮಾಡಲಾಯಿತು. ಸಂಘದಲ್ಲಿ ನಮ್ಮ	[420, 454, 606, 585]
story1-headline: ನಮ್ಮ ಸಮುದಾಯದಿಂದ ಆಯ್ಕೆಯಾದ ಶಾಸಕರು, ಸಚಿವರು ಸಮಾಜದ ಕೆಲಸ ಮಾಡುತ್ತಿಲ್ಲ: ಹೆಚ್.ಎಂ.ರೇವಣ್ಣ ಕಳವಳ	[32, 97, 745, 191]
